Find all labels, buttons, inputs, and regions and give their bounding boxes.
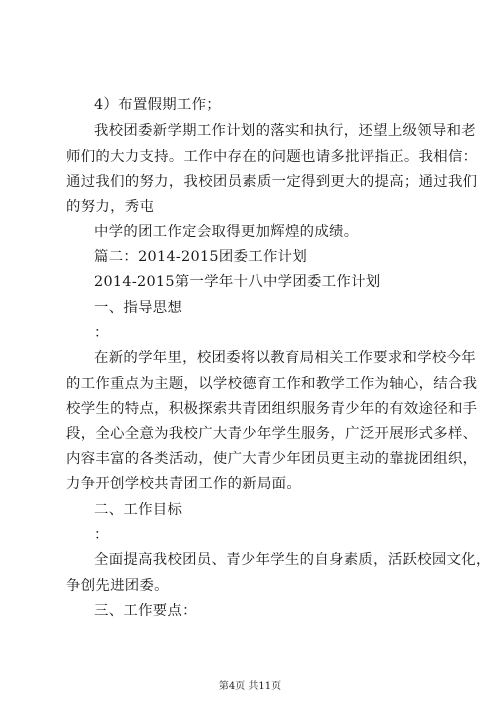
text-line: 通过我们的努力，我校团员素质一定得到更大的提高；通过我们 bbox=[66, 174, 478, 190]
text-line: ： bbox=[94, 527, 109, 543]
text-line: 的努力，秀屯 bbox=[66, 199, 155, 215]
text-line: 师们的大力支持。工作中存在的问题也请多批评指正。我相信： bbox=[66, 149, 478, 165]
text-line: 4）布置假期工作； bbox=[94, 97, 221, 113]
text-line: 校学生的特点，积极探索共青团组织服务青少年的有效途径和手 bbox=[66, 401, 478, 417]
section-heading: 二、工作目标 bbox=[94, 502, 183, 518]
section-heading: 三、工作要点： bbox=[94, 603, 197, 619]
text-line: 全面提高我校团员、青少年学生的自身素质，活跃校园文化， bbox=[94, 552, 491, 568]
text-line: 在新的学年里，校团委将以教育局相关工作要求和学校今年 bbox=[94, 350, 476, 366]
text-line: ： bbox=[94, 325, 109, 341]
text-line: 内容丰富的各类活动，使广大青少年团员更主动的靠拢团组织， bbox=[66, 451, 478, 467]
page-number-footer: 第4页 共11页 bbox=[218, 681, 282, 692]
text-line: 段，全心全意为我校广大青少年学生服务，广泛开展形式多样、 bbox=[66, 426, 478, 442]
text-line: 我校团委新学期工作计划的落实和执行，还望上级领导和老 bbox=[94, 123, 476, 139]
text-line: 中学的团工作定会取得更加辉煌的成绩。 bbox=[94, 224, 359, 240]
section-heading: 篇二：2014-2015团委工作计划 bbox=[94, 249, 308, 265]
text-line: 的工作重点为主题，以学校德育工作和教学工作为轴心，结合我 bbox=[66, 376, 478, 392]
text-line: 争创先进团委。 bbox=[66, 578, 169, 594]
text-line: 力争开创学校共青团工作的新局面。 bbox=[66, 476, 302, 492]
section-heading: 一、指导思想 bbox=[94, 300, 183, 316]
document-title: 2014-2015第一学年十八中学团委工作计划 bbox=[94, 274, 381, 290]
